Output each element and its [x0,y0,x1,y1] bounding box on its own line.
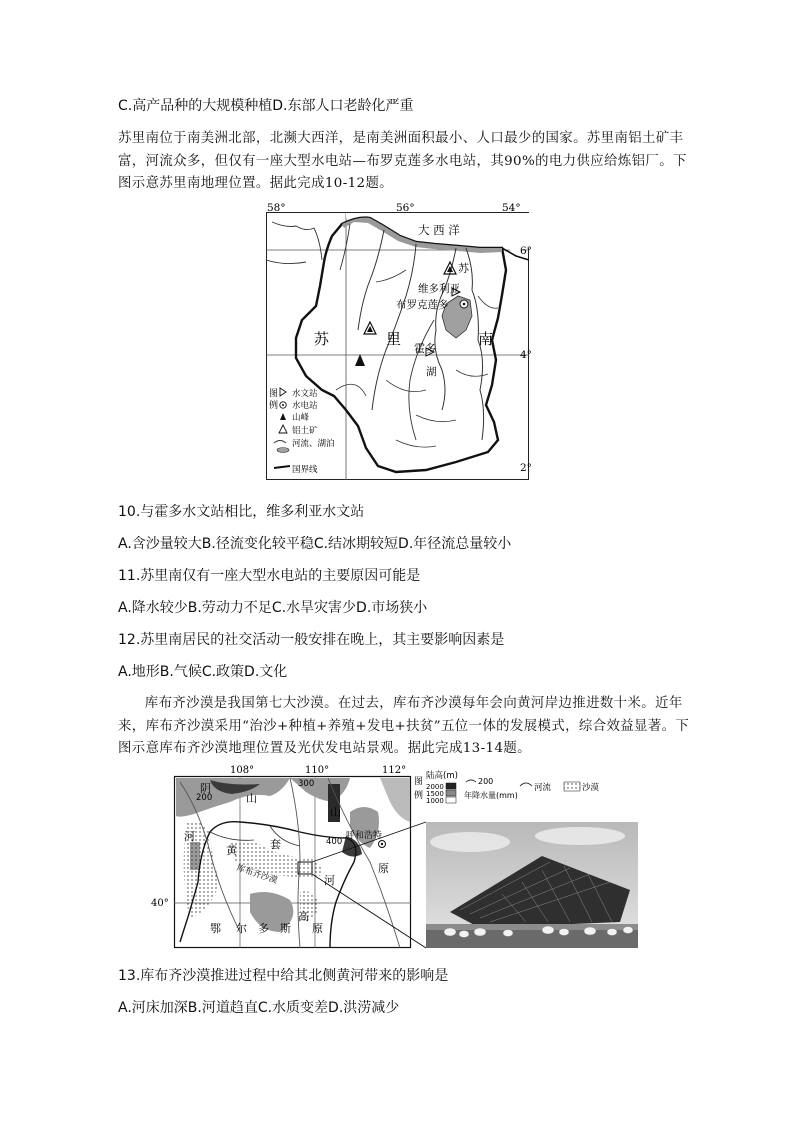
place-label: 多 [258,922,269,935]
place-label: 山 [330,806,341,819]
svg-text:1000: 1000 [426,797,444,805]
map2-legend [414,770,600,805]
city-label: 呼和浩特 [346,831,383,841]
country-label: 里 [386,330,402,348]
country-label-small: 苏 [458,262,469,275]
svg-text:水电站: 水电站 [292,401,318,411]
svg-text:例: 例 [414,791,424,801]
place-label: 原 [312,922,323,935]
lon-label: 112° [382,765,407,776]
desert-label: 库布齐沙漠 [235,863,279,886]
lat-label: 40° [151,898,169,909]
svg-text:陆高(m): 陆高(m) [426,771,458,781]
passage-suriname: 苏里南位于南美洲北部，北濒大西洋，是南美洲面积最小、人口最少的国家。苏里南铝土矿丰富，河流众多，但仅有一座大型水电站—布罗克莲多水电站，其90%的电力供应给炼铝厂。下图示意苏里南地理位置。据此完成10-12题。 [118,131,687,191]
suriname-map [266,200,546,490]
isoline-icon [466,780,476,782]
place-label: 套 [270,838,281,851]
svg-text:国界线: 国界线 [292,465,318,475]
elev-swatch [446,790,456,796]
question-10-options: A.含沙量较大B.径流变化较平稳C.结冰期较短D.年径流总量较小 [118,536,512,552]
elev-swatch [446,783,456,789]
question-11-options: A.降水较少B.劳动力不足C.水旱灾害少D.市场狭小 [118,600,428,616]
station-label-victoria: 维多利亚 [418,283,460,295]
ocean-label: 大 西 洋 [418,223,460,237]
svg-text:例: 例 [269,401,279,411]
place-label: 河 [324,874,335,887]
place-label: 高 [298,910,309,923]
lat-label: 6° [520,245,532,257]
lat-label: 2° [520,462,532,474]
suriname-map-svg [266,200,546,490]
place-label: 斯 [280,922,291,935]
dam-label: 布罗克莲多 [396,299,449,311]
passage-kubuqi: 库布齐沙漠是我国第七大沙漠。在过去，库布齐沙漠每年会向黄河岸边推进数十米。近年来，库布齐沙漠采用“治沙+种植+养殖+发电+扶贫”五位一体的发展模式，综合效益显著。下图示意库布齐沙漠地理位置及光伏发电站景观。据此完成13-14题。 [118,696,690,756]
country-label: 苏 [314,330,330,348]
station-label-part: 湖 [426,366,437,378]
lon-label: 108° [230,765,255,776]
place-label: 河 [184,830,195,843]
svg-text:沙漠: 沙漠 [582,783,600,793]
question-12-options: A.地形B.气候C.政策D.文化 [118,664,288,680]
svg-text:200: 200 [478,777,494,786]
place-label: 尔 [236,922,247,935]
solar-station-photo [426,822,638,948]
question-11: 11.苏里南仅有一座大型水电站的主要原因可能是 [118,568,421,584]
place-label: 黄 [226,844,237,857]
question-12: 12.苏里南居民的社交活动一般安排在晚上，其主要影响因素是 [118,632,505,648]
svg-text:水文站: 水文站 [292,389,318,399]
question-13-options: A.河床加深B.河道趋直C.水质变差D.洪涝减少 [118,1000,400,1016]
lon-label: 56° [396,202,415,214]
elev-swatch [446,797,456,803]
lat-label: 4° [520,349,532,361]
svg-text:山峰: 山峰 [292,413,310,423]
legend-title: 图 [414,777,424,787]
lon-label: 54° [502,202,521,214]
svg-text:1500: 1500 [426,790,444,798]
svg-text:铝土矿: 铝土矿 [292,426,318,436]
place-label: 阴 [200,782,211,795]
question-13: 13.库布齐沙漠推进过程中给其北侧黄河带来的影响是 [118,968,449,984]
kubuqi-figure-svg [150,762,640,954]
q9-options: C.高产品种的大规模种植D.东部人口老龄化严重 [118,98,414,114]
lon-label: 110° [305,765,330,776]
place-label: 鄂 [210,922,221,935]
place-label: 原 [378,862,389,875]
lon-label: 58° [267,202,286,214]
isoline-label: 300 [298,779,315,789]
svg-text:河流、湖泊: 河流、湖泊 [292,439,335,449]
svg-text:2000: 2000 [426,783,444,791]
question-10: 10.与霍多水文站相比，维多利亚水文站 [118,504,365,520]
kubuqi-figure [150,762,640,954]
station-label-hodo: 霍多 [414,342,436,355]
legend-title: 图 [269,389,279,399]
place-label: 山 [246,792,257,805]
country-label: 南 [478,330,494,348]
isoline-label: 200 [196,793,213,803]
desert-swatch [564,782,580,791]
river-icon [520,783,532,786]
svg-text:河流: 河流 [534,783,552,793]
isoline-label: 400 [326,837,343,847]
svg-text:年降水量(mm): 年降水量(mm) [464,791,518,800]
